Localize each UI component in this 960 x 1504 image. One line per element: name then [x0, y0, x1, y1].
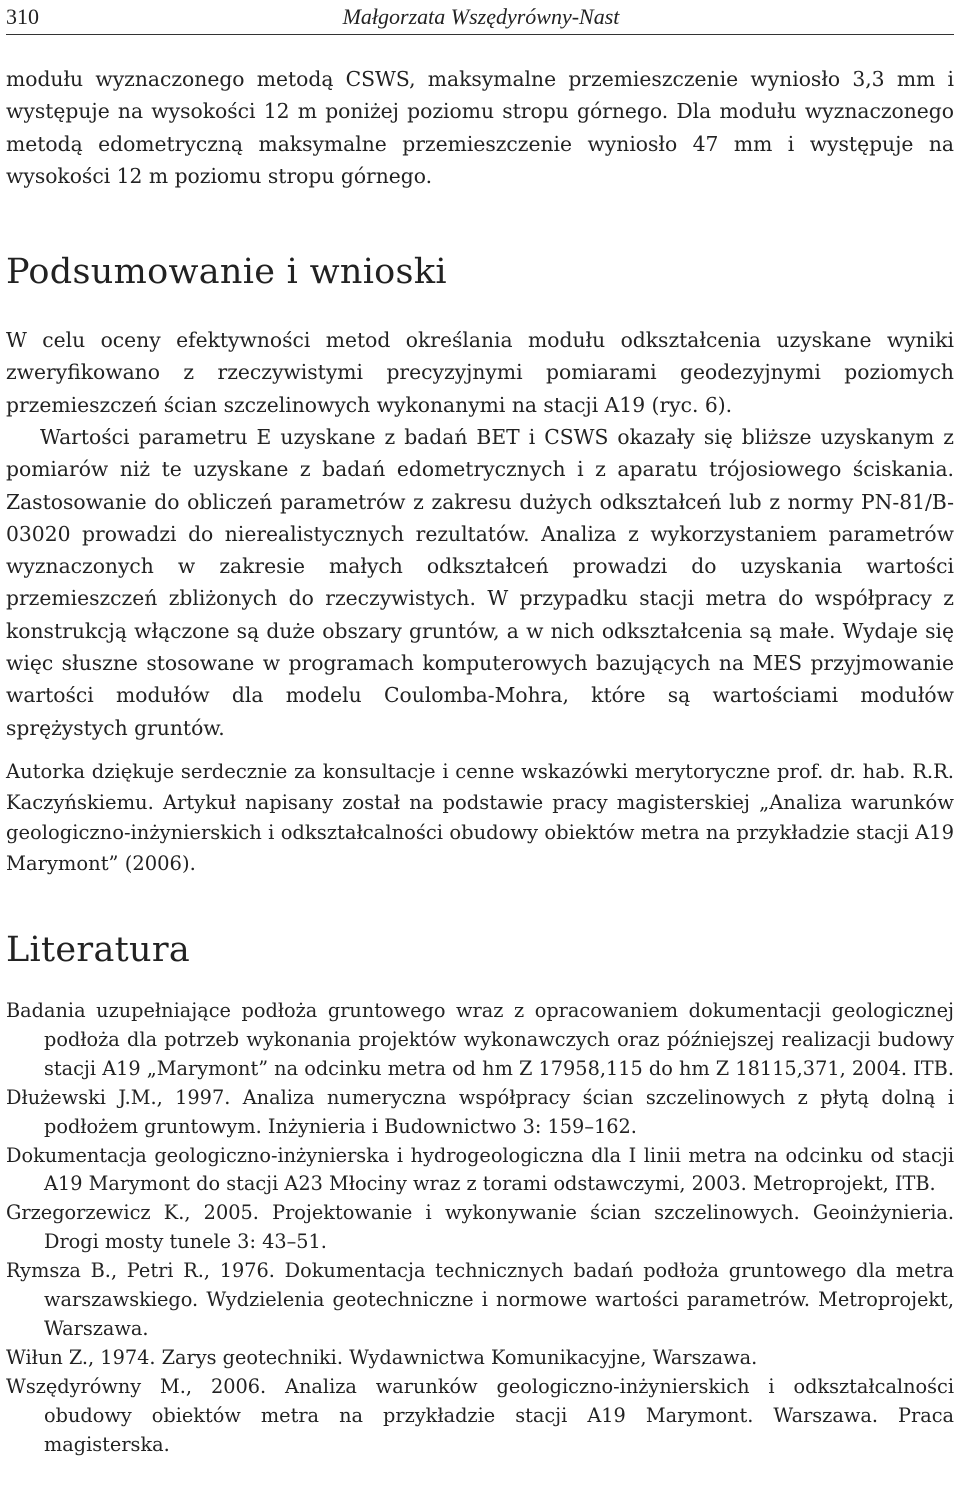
intro-paragraph: modułu wyznaczonego metodą CSWS, maksymalne przemieszczenie wyniosło 3,3 mm i występuje na wysokości 12 m poniżej poziomu stropu górnego. Dla modułu wyznaczonego metodą edometryczną maksymalne przemieszczenie wyniosło 47 mm i występuje na wysokości 12 m poziomu stropu górnego. [6, 67, 954, 188]
reference-item: Wiłun Z., 1974. Zarys geotechniki. Wydawnictwa Komunikacyjne, Warszawa. [6, 1345, 758, 1369]
running-head [6, 4, 956, 34]
summary-paragraph-2: Wartości parametru E uzyskane z badań BET i CSWS okazały się bliższe uzyskanym z pomiarów niż te uzyskane z badań edometrycznych i z aparatu trójosiowego ściskania. Zastosowanie do obliczeń parametrów z zakresu dużych odkształceń lub z normy PN-81/B-03020 prowadzi do nierealistycznych rezultatów. Analiza z wykorzystaniem parametrów wyznaczonych w zakresie małych odkształceń prowadzi do uzyskania wartości przemieszczeń zbliżonych do rzeczywistych. W przypadku stacji metra do współpracy z konstrukcją włączone są duże obszary gruntów, a w nich odkształcenia są małe. Wydaje się więc słuszne stosowane w programach komputerowych bazujących na MES przyjmowanie wartości modułów dla modelu Coulomba-Mohra, które są wartościami modułów sprężystych gruntów. [6, 425, 954, 740]
reference-list [6, 997, 954, 1460]
header-rule [6, 34, 954, 35]
page-number: 310 [6, 4, 39, 29]
summary-paragraph-1: W celu oceny efektywności metod określania modułu odkształcenia uzyskane wyniki zweryfikowano z rzeczywistymi precyzyjnymi pomiarami geodezyjnymi poziomych przemieszczeń ścian szczelinowych wykonanymi na stacji A19 (ryc. 6). [6, 328, 954, 417]
acknowledgement: Autorka dziękuje serdecznie za konsultacje i cenne wskazówki merytoryczne prof. dr. hab. R.R. Kaczyńskiemu. Artykuł napisany został na podstawie pracy magisterskiej „Analiza warunków geologiczno-inżynierskich i odkształcalności obudowy obiektów metra na przykładzie stacji A19 Marymont” (2006). [6, 760, 954, 875]
reference-item: Dokumentacja geologiczno-inżynierska i hydrogeologiczna dla I linii metra na odcinku od stacji A19 Marymont do stacji A23 Młociny wraz z torami odstawczymi, 2003. Metroprojekt, ITB. [6, 1143, 954, 1196]
reference-item: Grzegorzewicz K., 2005. Projektowanie i wykonywanie ścian szczelinowych. Geoinżynieria. Drogi mosty tunele 3: 43–51. [6, 1201, 954, 1254]
section-heading-summary: Podsumowanie i wnioski [6, 252, 447, 292]
reference-item: Dłużewski J.M., 1997. Analiza numeryczna współpracy ścian szczelinowych z płytą dolną i podłożem gruntowym. Inżynieria i Budownictwo 3: 159–162. [6, 1085, 954, 1138]
reference-item: Wszędyrówny M., 2006. Analiza warunków geologiczno-inżynierskich i odkształcalności obudowy obiektów metra na przykładzie stacji A19 Marymont. Warszawa. Praca magisterska. [6, 1374, 954, 1456]
section-heading-literature: Literatura [6, 930, 191, 970]
running-head-author: Małgorzata Wszędyrówny-Nast [342, 4, 620, 29]
reference-item: Badania uzupełniające podłoża gruntowego wraz z opracowaniem dokumentacji geologicznej podłoża dla potrzeb wykonania projektów wykonawczych oraz późniejszej realizacji budowy stacji A19 „Marymont” na odcinku metra od hm Z 17958,115 do hm Z 18115,371, 2004. ITB. [6, 999, 954, 1080]
reference-item: Rymsza B., Petri R., 1976. Dokumentacja technicznych badań podłoża gruntowego dla metra warszawskiego. Wydzielenia geotechniczne i normowe wartości parametrów. Metroprojekt, Warszawa. [6, 1259, 954, 1340]
